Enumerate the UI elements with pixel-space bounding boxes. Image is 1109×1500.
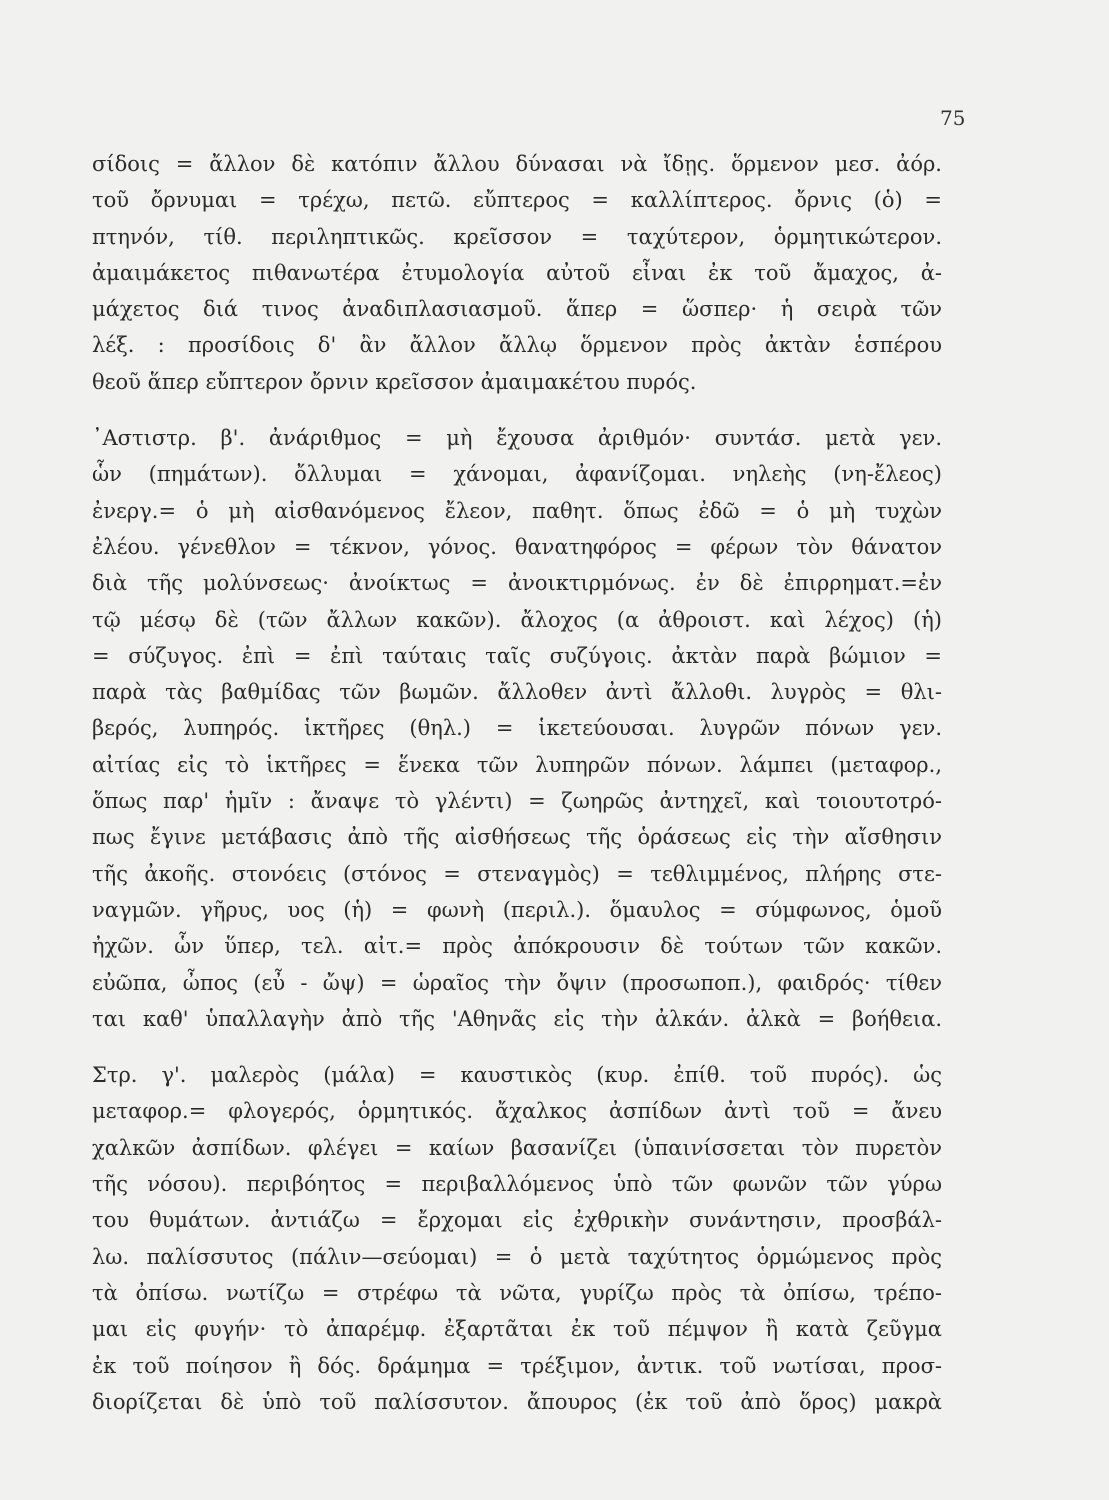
text-line: ὅπως παρ' ἡμῖν : ἄναψε τὸ γλέντι) = ζωηρῶς ἀντηχεῖ, καὶ τοιουτοτρό-	[92, 789, 942, 814]
text-line: σίδοις = ἄλλον δὲ κατόπιν ἄλλου δύνασαι νὰ ἴδῃς. ὅρμενον μεσ. ἀόρ.	[92, 152, 942, 176]
page-number: 75	[940, 106, 966, 130]
text-line: τοῦ ὄρνυμαι = τρέχω, πετῶ. εὔπτερος = καλλίπτερος. ὄρνις (ὁ) =	[92, 188, 942, 213]
text-line: ται καθ' ὑπαλλαγὴν ἀπὸ τῆς 'Αθηνᾶς εἰς τὴν ἀλκάν. ἀλκὰ = βοήθεια.	[92, 1006, 942, 1031]
text-line: τῆς νόσου). περιβόητος = περιβαλλόμενος ὑπὸ τῶν φωνῶν τῶν γύρω	[92, 1172, 942, 1197]
text-line: του θυμάτων. ἀντιάζω = ἔρχομαι εἰς ἐχθρικὴν συνάντησιν, προσβάλ-	[92, 1208, 942, 1233]
text-line: λω. παλίσσυτος (πάλιν—σεύομαι) = ὁ μετὰ ταχύτητος ὁρμώμενος πρὸς	[92, 1244, 942, 1269]
text-line: μεταφορ.= φλογερός, ὁρμητικός. ἄχαλκος ἀσπίδων ἀντὶ τοῦ = ἄνευ	[92, 1099, 942, 1124]
text-line: ναγμῶν. γῆρυς, υος (ἡ) = φωνὴ (περιλ.). ὅμαυλος = σύμφωνος, ὁμοῦ	[92, 897, 942, 922]
text-line: διορίζεται δὲ ὑπὸ τοῦ παλίσσυτον. ἄπουρος (ἐκ τοῦ ἀπὸ ὅρος) μακρὰ	[92, 1389, 942, 1414]
text-line: τῷ μέσῳ δὲ (τῶν ἄλλων κακῶν). ἄλοχος (α ἀθροιστ. καὶ λέχος) (ἡ)	[92, 607, 942, 632]
text-line: ἠχῶν. ὧν ὕπερ, τελ. αἰτ.= πρὸς ἀπόκρουσιν δὲ τούτων τῶν κακῶν.	[92, 934, 942, 959]
paragraph-3	[92, 1057, 942, 1420]
text-line: διὰ τῆς μολύνσεως· ἀνοίκτως = ἀνοικτιρμόνως. ἐν δὲ ἐπιρρηματ.=ἐν	[92, 571, 942, 596]
text-line: τὰ ὀπίσω. νωτίζω = στρέφω τὰ νῶτα, γυρίζω πρὸς τὰ ὀπίσω, τρέπο-	[92, 1280, 942, 1305]
text-line: ἀμαιμάκετος πιθανωτέρα ἐτυμολογία αὐτοῦ εἶναι ἐκ τοῦ ἄμαχος, ἀ-	[92, 260, 942, 285]
text-line: Στρ. γ'. μαλερὸς (μάλα) = καυστικὸς (κυρ. ἐπίθ. τοῦ πυρός). ὡς	[92, 1063, 942, 1088]
text-line: μαι εἰς φυγήν· τὸ ἀπαρέμφ. ἐξαρτᾶται ἐκ τοῦ πέμψον ἢ κατὰ ζεῦγμα	[92, 1317, 942, 1342]
text-line: ὧν (πημάτων). ὄλλυμαι = χάνομαι, ἀφανίζομαι. νηλεὴς (νη-ἔλεος)	[92, 462, 942, 487]
text-line: μάχετος διά τινος ἀναδιπλασιασμοῦ. ἅπερ = ὥσπερ· ἡ σειρὰ τῶν	[92, 297, 942, 322]
text-line: θεοῦ ἅπερ εὔπτερον ὄρνιν κρεῖσσον ἀμαιμακέτου πυρός.	[92, 369, 697, 394]
commentary-text	[92, 146, 942, 1420]
text-line: = σύζυγος. ἐπὶ = ἐπὶ ταύταις ταῖς συζύγοις. ἀκτὰν παρὰ βώμιον =	[92, 643, 942, 668]
text-line: πτηνόν, τίθ. περιληπτικῶς. κρεῖσσον = ταχύτερον, ὁρμητικώτερον.	[92, 224, 942, 249]
text-line: τῆς ἀκοῆς. στονόεις (στόνος = στεναγμὸς) = τεθλιμμένος, πλήρης στε-	[92, 861, 942, 886]
text-line: εὐῶπα, ὦπος (εὖ - ὤψ) = ὡραῖος τὴν ὄψιν (προσωποπ.), φαιδρός· τίθεν	[92, 970, 942, 995]
text-line: ᾿Αστιστρ. β'. ἀνάριθμος = μὴ ἔχουσα ἀριθμόν· συντάσ. μετὰ γεν.	[92, 426, 942, 451]
text-line: ἐνεργ.= ὁ μὴ αἰσθανόμενος ἔλεον, παθητ. ὅπως ἐδῶ = ὁ μὴ τυχὼν	[92, 498, 942, 523]
text-line: χαλκῶν ἀσπίδων. φλέγει = καίων βασανίζει (ὑπαινίσσεται τὸν πυρετὸν	[92, 1135, 942, 1160]
text-line: παρὰ τὰς βαθμίδας τῶν βωμῶν. ἄλλοθεν ἀντὶ ἄλλοθι. λυγρὸς = θλι-	[92, 680, 942, 705]
paragraph-2	[92, 420, 942, 1037]
text-line: λέξ. : προσίδοις δ' ἂν ἄλλον ἄλλῳ ὅρμενον πρὸς ἀκτὰν ἑσπέρου	[92, 333, 942, 358]
text-line: ἐκ τοῦ ποίησον ἢ δός. δράμημα = τρέξιμον, ἀντικ. τοῦ νωτίσαι, προσ-	[92, 1353, 942, 1378]
text-line: βερός, λυπηρός. ἱκτῆρες (θηλ.) = ἱκετεύουσαι. λυγρῶν πόνων γεν.	[92, 716, 942, 741]
text-line: ἐλέου. γένεθλον = τέκνον, γόνος. θανατηφόρος = φέρων τὸν θάνατον	[92, 534, 942, 559]
text-line: πως ἔγινε μετάβασις ἀπὸ τῆς αἰσθήσεως τῆς ὁράσεως εἰς τὴν αἴσθησιν	[92, 825, 942, 850]
text-line: αἰτίας εἰς τὸ ἱκτῆρες = ἕνεκα τῶν λυπηρῶν πόνων. λάμπει (μεταφορ.,	[92, 752, 942, 777]
paragraph-1	[92, 146, 942, 400]
